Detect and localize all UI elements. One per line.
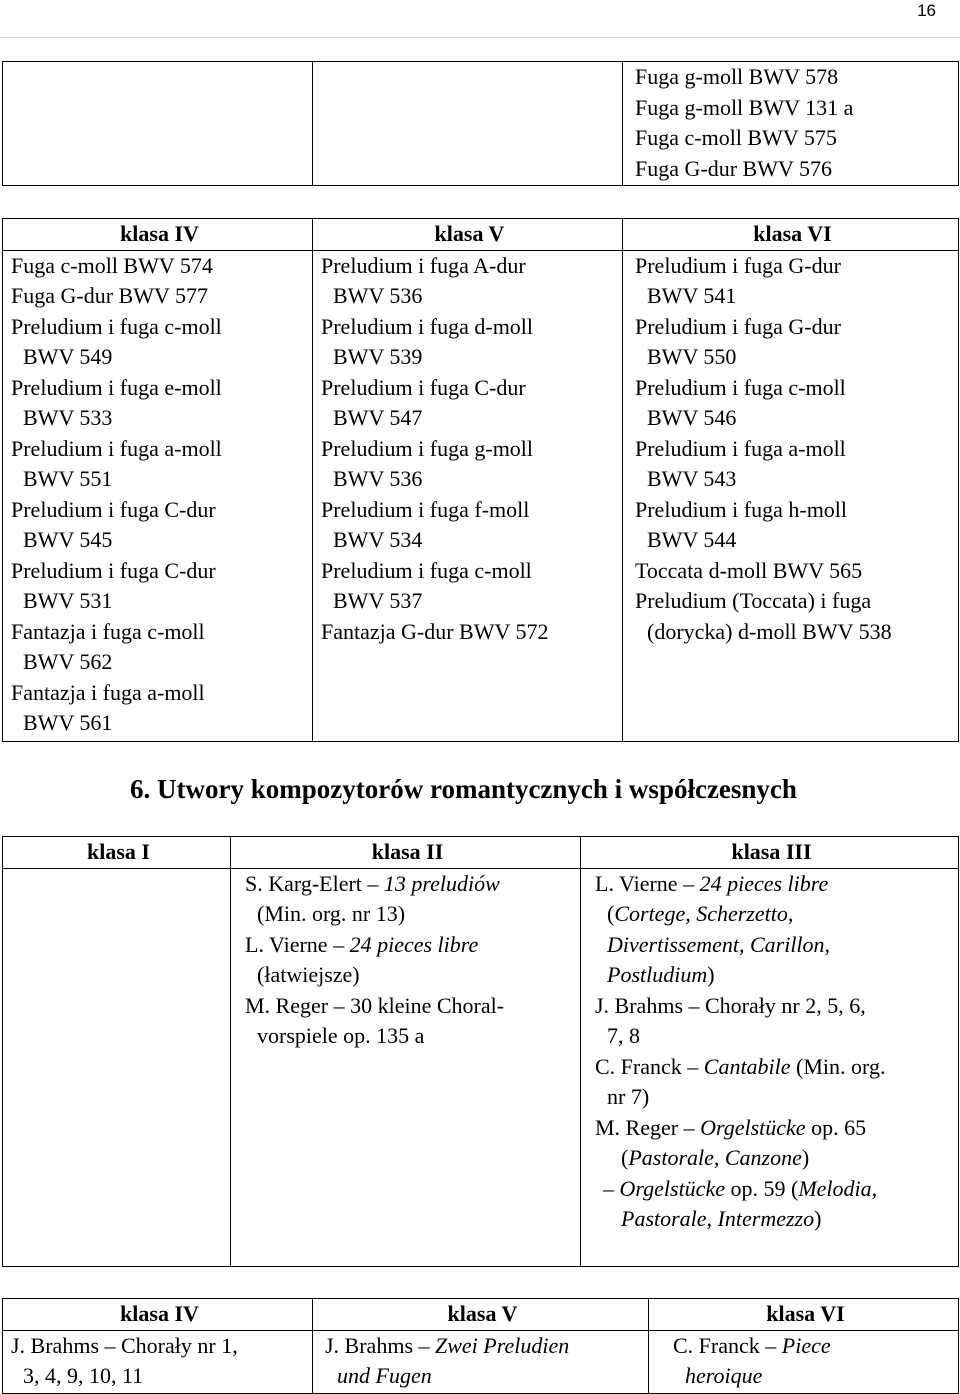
piece-line: M. Reger – 30 kleine Choral- xyxy=(245,992,505,1018)
piece-line: BWV 531 xyxy=(23,588,113,613)
class-iv-cell xyxy=(3,1330,313,1393)
piece-line: vorspiele op. 135 a xyxy=(257,1023,425,1048)
piece-line: Preludium i fuga c-moll xyxy=(635,374,846,400)
piece-line: BWV 551 xyxy=(23,466,113,491)
column-header: klasa IV xyxy=(3,1299,313,1331)
piece-line: L. Vierne – 24 pieces libre xyxy=(245,931,479,957)
fugues-table xyxy=(2,61,959,186)
piece-line: BWV 537 xyxy=(333,588,423,613)
piece-line: Preludium (Toccata) i fuga xyxy=(635,588,872,613)
empty-cell xyxy=(313,62,623,186)
piece-line: Preludium i fuga C-dur xyxy=(321,374,526,400)
piece-line: Preludium i fuga h-moll xyxy=(635,496,848,522)
class-vi-cell xyxy=(623,250,959,741)
header-rule xyxy=(0,37,960,38)
piece-line: Preludium i fuga G-dur xyxy=(635,252,841,278)
piece-line: Preludium i fuga C-dur xyxy=(11,557,216,583)
piece-line: Preludium i fuga G-dur xyxy=(635,313,841,339)
piece-line: Preludium i fuga f-moll xyxy=(321,496,530,522)
piece-line: J. Brahms – Zwei Preludien xyxy=(325,1332,570,1358)
piece-line: BWV 534 xyxy=(333,527,423,552)
column-header: klasa V xyxy=(313,1299,649,1331)
piece-line: BWV 544 xyxy=(647,527,737,552)
piece-line: und Fugen xyxy=(337,1363,432,1388)
piece-line: Preludium i fuga d-moll xyxy=(321,313,534,339)
piece-line: Preludium i fuga a-moll xyxy=(11,435,222,461)
piece-line: Fantazja i fuga a-moll xyxy=(11,679,205,705)
piece-line: S. Karg-Elert – 13 preludiów xyxy=(245,870,500,896)
class-iv-cell xyxy=(3,250,313,741)
piece-line: BWV 549 xyxy=(23,344,113,369)
piece-line: BWV 545 xyxy=(23,527,113,552)
piece-line: Toccata d-moll BWV 565 xyxy=(635,557,863,583)
fugues-cell xyxy=(623,62,959,186)
piece-line: Postludium) xyxy=(607,962,715,987)
piece-line: (Min. org. nr 13) xyxy=(257,901,406,926)
piece-line: Fuga c-moll BWV 574 xyxy=(11,252,213,278)
piece-line: BWV 539 xyxy=(333,344,423,369)
page-number: 16 xyxy=(917,1,936,20)
piece-line: Fuga G-dur BWV 577 xyxy=(11,283,208,308)
piece-line: BWV 543 xyxy=(647,466,737,491)
piece-line: (Cortege, Scherzetto, xyxy=(607,901,794,926)
piece-line: J. Brahms – Chorały nr 2, 5, 6, xyxy=(595,992,866,1018)
piece-line: Preludium i fuga a-moll xyxy=(635,435,846,461)
column-header: klasa V xyxy=(313,219,623,251)
fugue-item: Fuga c-moll BWV 575 xyxy=(635,125,837,150)
piece-line: Divertissement, Carillon, xyxy=(607,931,831,957)
piece-line: C. Franck – Piece xyxy=(673,1332,831,1358)
piece-line: BWV 561 xyxy=(23,710,113,735)
piece-line: BWV 536 xyxy=(333,466,423,491)
column-header: klasa III xyxy=(581,837,959,869)
piece-line: BWV 533 xyxy=(23,405,113,430)
piece-line: M. Reger – Orgelstücke op. 65 xyxy=(595,1114,867,1140)
piece-line: Preludium i fuga g-moll xyxy=(321,435,534,461)
piece-line: Preludium i fuga A-dur xyxy=(321,252,526,278)
class-vi-cell xyxy=(649,1330,959,1393)
class-iii-cell xyxy=(581,868,959,1266)
column-header: klasa II xyxy=(231,837,581,869)
piece-line: Pastorale, Intermezzo) xyxy=(621,1206,822,1231)
piece-line: 3, 4, 9, 10, 11 xyxy=(23,1363,144,1388)
piece-line: nr 7) xyxy=(607,1084,650,1109)
piece-line: Preludium i fuga e-moll xyxy=(11,374,222,400)
piece-line: J. Brahms – Chorały nr 1, xyxy=(11,1332,238,1358)
piece-line: BWV 550 xyxy=(647,344,737,369)
class-i-cell xyxy=(3,868,231,1266)
piece-line: – Orgelstücke op. 59 (Melodia, xyxy=(603,1175,878,1201)
column-header: klasa VI xyxy=(649,1299,959,1331)
piece-line: (dorycka) d-moll BWV 538 xyxy=(647,618,892,644)
bach-table xyxy=(2,218,959,742)
piece-line: BWV 546 xyxy=(647,405,737,430)
section-heading: 6. Utwory kompozytorów romantycznych i współczesnych xyxy=(130,774,797,804)
piece-line: Preludium i fuga C-dur xyxy=(11,496,216,522)
piece-line: C. Franck – Cantabile (Min. org. xyxy=(595,1053,886,1079)
piece-line: (łatwiejsze) xyxy=(257,962,360,987)
fugue-item: Fuga g-moll BWV 578 xyxy=(635,64,839,89)
column-header: klasa VI xyxy=(623,219,959,251)
romantic-table-2 xyxy=(2,1298,959,1394)
fugue-item: Fuga G-dur BWV 576 xyxy=(635,155,832,181)
piece-line: (Pastorale, Canzone) xyxy=(621,1145,810,1170)
piece-line: L. Vierne – 24 pieces libre xyxy=(595,870,829,896)
piece-line: BWV 541 xyxy=(647,283,737,308)
romantic-table-1 xyxy=(2,836,959,1267)
piece-line: heroique xyxy=(685,1363,763,1388)
piece-line: Fantazja G-dur BWV 572 xyxy=(321,618,549,644)
column-header: klasa IV xyxy=(3,219,313,251)
piece-line: BWV 547 xyxy=(333,405,423,430)
class-ii-cell xyxy=(231,868,581,1266)
piece-line: Preludium i fuga c-moll xyxy=(321,557,532,583)
piece-line: 7, 8 xyxy=(607,1023,640,1048)
class-v-cell xyxy=(313,1330,649,1393)
class-v-cell xyxy=(313,250,623,741)
piece-line: BWV 536 xyxy=(333,283,423,308)
piece-line: BWV 562 xyxy=(23,649,113,674)
piece-line: Preludium i fuga c-moll xyxy=(11,313,222,339)
fugue-item: Fuga g-moll BWV 131 a xyxy=(635,94,854,120)
piece-line: Fantazja i fuga c-moll xyxy=(11,618,205,644)
column-header: klasa I xyxy=(3,837,231,869)
empty-cell xyxy=(3,62,313,186)
